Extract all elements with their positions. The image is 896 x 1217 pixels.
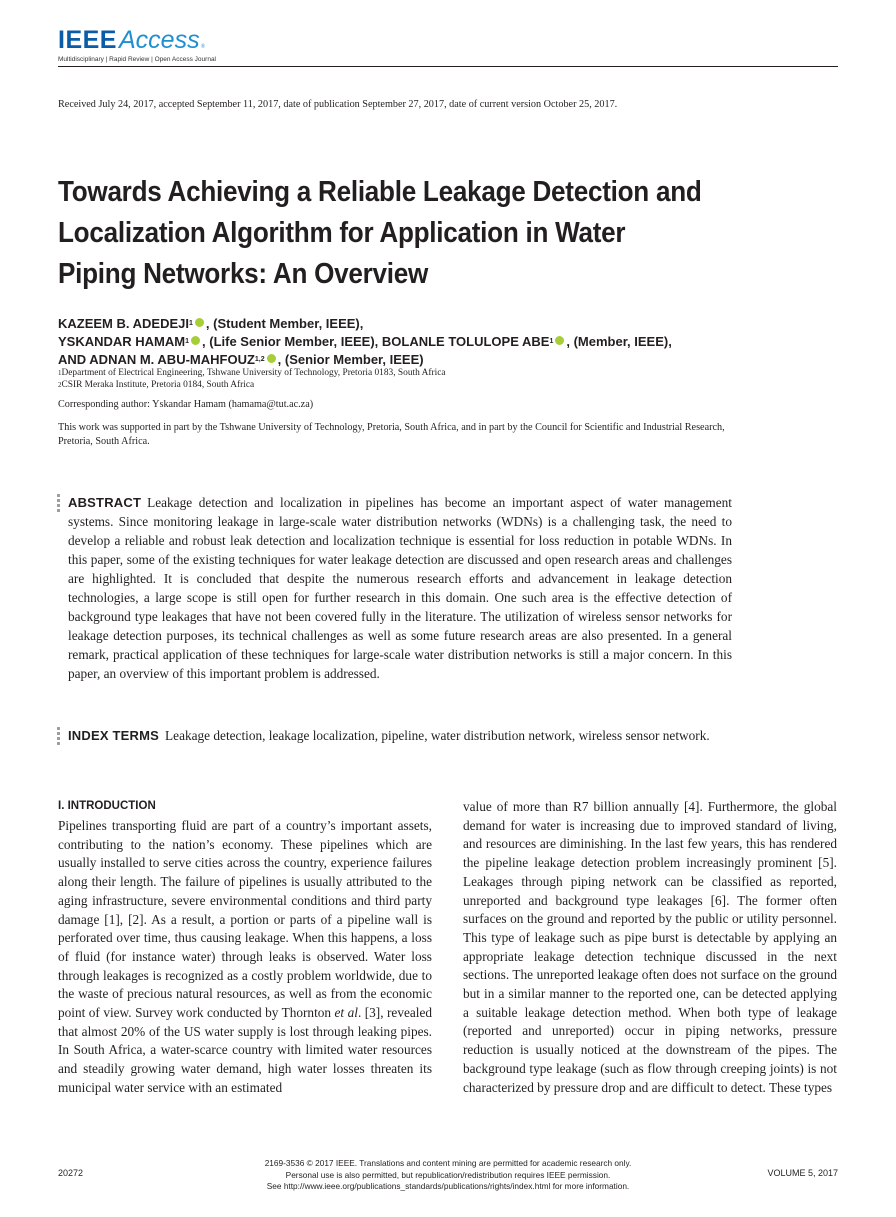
journal-logo bbox=[58, 26, 205, 52]
copyright-line: 2169-3536 © 2017 IEEE. Translations and content mining are permitted for academic research only. bbox=[264, 1158, 632, 1168]
corresponding-author: Corresponding author: Yskandar Hamam (hamama@tut.ac.za) bbox=[58, 399, 314, 410]
publication-dates: Received July 24, 2017, accepted September 11, 2017, date of publication September 27, 2017, date of current version October 25, 2017. bbox=[58, 99, 618, 110]
orcid-icon[interactable] bbox=[267, 354, 276, 363]
author-name: AND ADNAN M. ABU-MAHFOUZ bbox=[58, 352, 255, 367]
abstract-text: Leakage detection and localization in pipelines has become an important aspect of water management systems. Since monitoring leakage in large-scale water distribution networks (WDNs) is a challenging task, the need to develop a reliable and robust leak detection and localization technique is essential for loss reduction in potable WDNs. In this paper, some of the existing techniques for water leakage detection are discussed and open research areas and challenges are highlighted. It is concluded that despite the numerous research efforts and advancement in leakage detection technologies, a large scope is still open for further research in this domain. One such area is the effective detection of background type leakages that have not been covered fully in the literature. The utilization of wireless sensor networks for leakage detection purposes, its technical challenges as well as some future research areas are also presented. In a general remark, practical application of these techniques for large-scale water distribution networks is still a major concern. In this paper, an overview of this important problem is addressed. bbox=[68, 495, 732, 681]
body-text: . [3], revealed that almost 20% of the US water supply is lost through leaking pipes. In South Africa, a water-scarce country with limited water resources and steadily growing water demand, high water losses threaten its municipal water service with an estimated bbox=[58, 1005, 433, 1095]
logo-access: Access bbox=[118, 26, 200, 54]
affiliations bbox=[58, 368, 446, 391]
affiliation-text: CSIR Meraka Institute, Pretoria 0184, South Africa bbox=[61, 379, 255, 390]
volume-info: VOLUME 5, 2017 bbox=[767, 1168, 838, 1178]
author-list bbox=[58, 315, 748, 369]
author-affil-sup: 1 bbox=[549, 338, 554, 345]
author-name: KAZEEM B. ADEDEJI bbox=[58, 316, 189, 331]
affiliation-number: 1 bbox=[58, 369, 62, 377]
author-line-3 bbox=[58, 351, 748, 369]
author-name: YSKANDAR HAMAM bbox=[58, 334, 186, 349]
abstract-marker-icon bbox=[57, 494, 60, 514]
logo-trademark: ® bbox=[200, 44, 206, 50]
author-role: , (Member, IEEE), bbox=[566, 334, 672, 349]
copyright-notice bbox=[200, 1158, 696, 1193]
author-affil-sup: 1 bbox=[185, 338, 190, 345]
body-column-right: value of more than R7 billion annually [4]. Furthermore, the global demand for water is increasing due to improved standard of living, and resources are diminishing. In the last few years, this has rendered the pipeline leakage detection problem increasingly prominent [5]. Leakages through piping network can be classified as reported, unreported and background type leakages [6]. The former often surfaces on the ground and reported by the public or utility personnel. This type of leakage such as pipe burst is detectable by applying an appropriate leakage detection technique discussed in the next sections. The unreported leakage often does not surface on the ground but in a similar manner to the reported one, can be detected applying a suitable leakage detection method. When both type of leakage (reported and unreported) occur in piping networks, pressure reduction is usually noticed at the downstream of the pipes. The background type leakage (such as flow through creeping joints) is not characterized by pressure drop and are difficult to detect. These types bbox=[463, 799, 837, 1095]
body-text: Pipelines transporting fluid are part of a country’s important assets, contributing to the nation’s economy. These pipelines which are usually installed to serve cities across the country, experience failures along their length. The failure of pipelines is usually attributed to the aging infrastructure, severe environmental conditions and third party damage [1], [2]. As a result, a portion or parts of a pipeline wall is perforated over time, thus causing leakage. When this happens, a loss of fluid (for instance water) through leaks is observed. Water loss through leakages is recognized as a costly problem worldwide, due to the waste of precious natural resources, as well as from the economic point of view. Survey work conducted by Thornton bbox=[58, 818, 432, 1021]
orcid-icon[interactable] bbox=[195, 318, 204, 327]
body-text-italic: et al bbox=[334, 1005, 358, 1021]
author-line-1 bbox=[58, 315, 748, 333]
abstract bbox=[68, 493, 732, 683]
body-column-left bbox=[58, 817, 432, 1098]
author-role: , (Senior Member, IEEE) bbox=[277, 352, 424, 367]
abstract-label: ABSTRACT bbox=[68, 495, 142, 510]
index-terms-text: Leakage detection, leakage localization, pipeline, water distribution network, wireless sensor network. bbox=[165, 728, 710, 743]
index-terms bbox=[68, 726, 732, 745]
affiliation-text: Department of Electrical Engineering, Tshwane University of Technology, Pretoria 0183, South Africa bbox=[61, 368, 446, 378]
author-line-2 bbox=[58, 333, 748, 351]
author-affil-sup: 1 bbox=[188, 320, 193, 327]
index-terms-marker-icon bbox=[57, 727, 60, 747]
affiliation-number: 2 bbox=[58, 380, 62, 389]
index-terms-label: INDEX TERMS bbox=[68, 728, 160, 743]
orcid-icon[interactable] bbox=[555, 336, 564, 345]
paper-title: Towards Achieving a Reliable Leakage Detection and Localization Algorithm for Application in Water Piping Networks: An Overview bbox=[58, 176, 702, 290]
author-affil-sup: 1,2 bbox=[254, 356, 265, 363]
author-role: , (Life Senior Member, IEEE), BOLANLE TOLULOPE ABE bbox=[202, 334, 550, 349]
section-heading: I. INTRODUCTION bbox=[58, 800, 156, 812]
copyright-line: See http://www.ieee.org/publications_standards/publications/rights/index.html for more information. bbox=[266, 1181, 630, 1191]
funding-note: This work was supported in part by the Tshwane University of Technology, Pretoria, South Africa, and in part by the Council for Scientific and Industrial Research, Pretoria, South Africa. bbox=[58, 422, 725, 447]
affiliation-item bbox=[58, 368, 446, 380]
orcid-icon[interactable] bbox=[191, 336, 200, 345]
journal-tagline: Multidisciplinary | Rapid Review | Open Access Journal bbox=[58, 56, 216, 63]
page-number: 20272 bbox=[58, 1168, 84, 1178]
logo-ieee: IEEE bbox=[58, 26, 117, 54]
header-rule bbox=[58, 66, 838, 67]
author-role: , (Student Member, IEEE), bbox=[205, 316, 364, 331]
affiliation-item bbox=[58, 380, 446, 392]
copyright-line: Personal use is also permitted, but republication/redistribution requires IEEE permission. bbox=[285, 1169, 611, 1180]
